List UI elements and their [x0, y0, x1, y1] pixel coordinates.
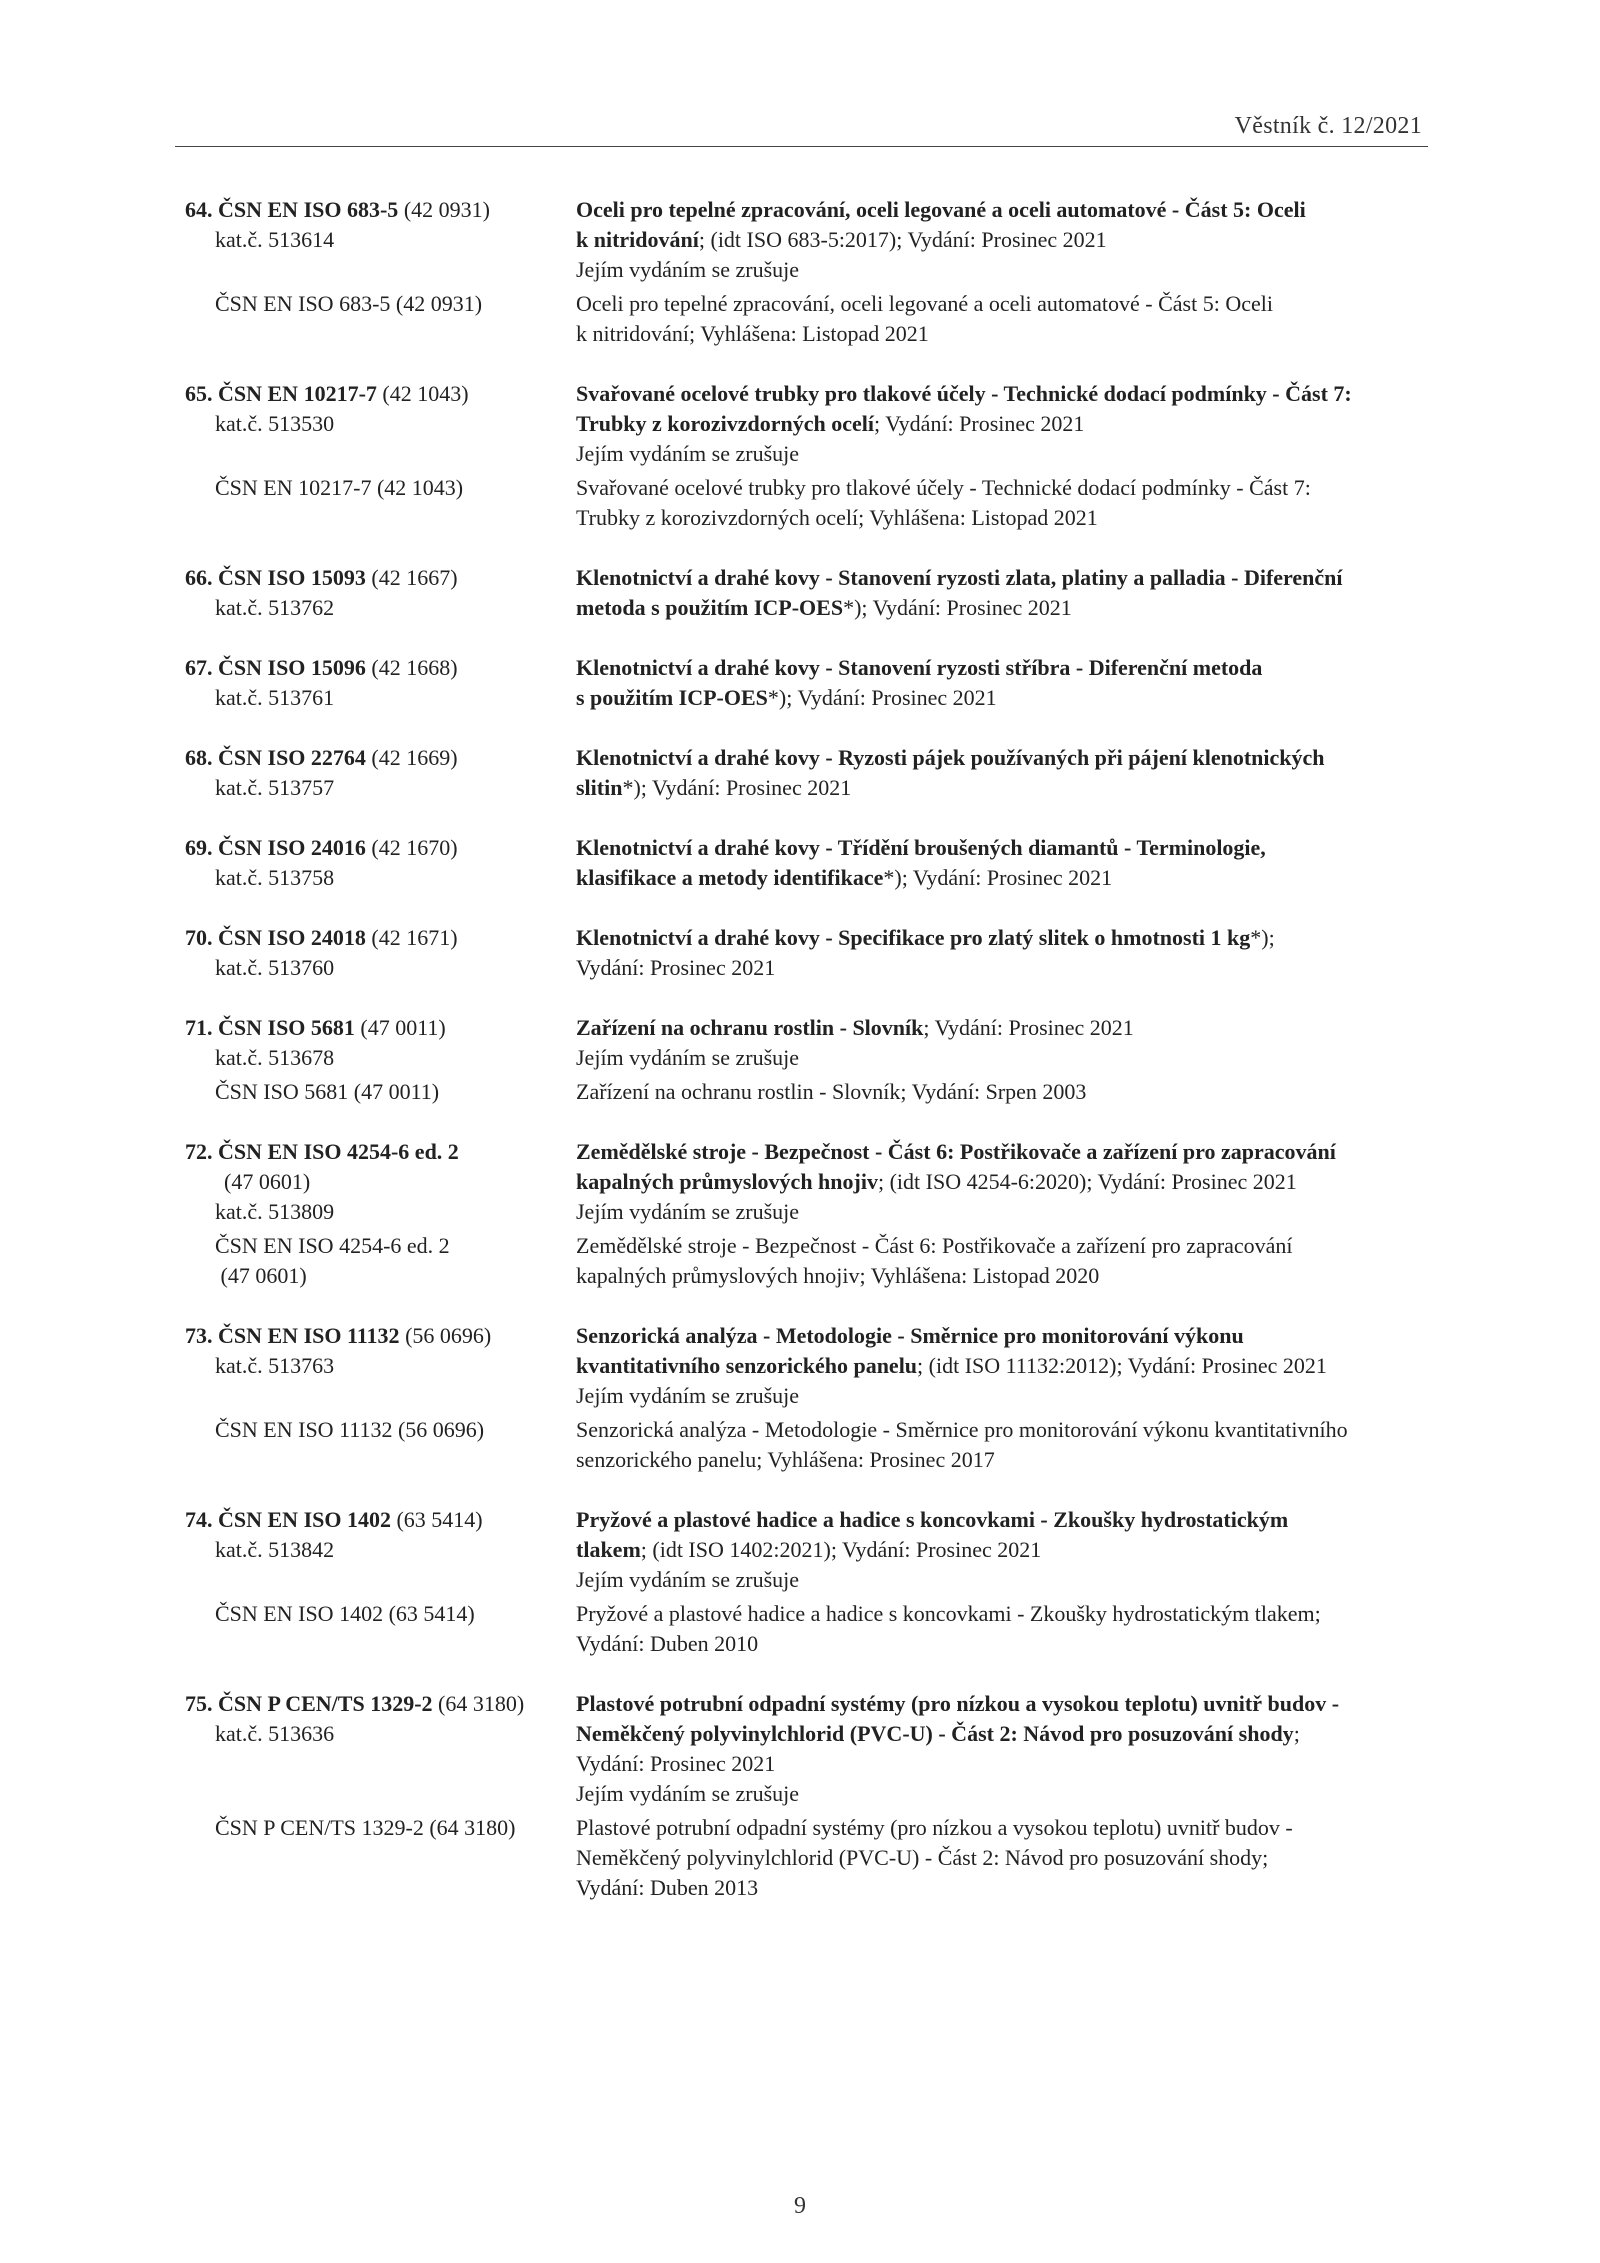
replaced-title: Senzorická analýza - Metodologie - Směrnice pro monitorování výkonu kvantitativního	[576, 1417, 1348, 1442]
replaced-identifier	[185, 1231, 576, 1291]
standard-entry	[185, 1137, 1430, 1291]
title-line	[576, 743, 1430, 773]
entry-main-row	[185, 1013, 1430, 1073]
standard-entry	[185, 1505, 1430, 1659]
entry-description	[576, 195, 1430, 285]
standard-title: Zařízení na ochranu rostlin - Slovník	[576, 1015, 924, 1040]
title-line	[576, 1719, 1430, 1749]
replaced-description	[576, 289, 1430, 349]
standard-code: ČSN ISO 22764	[218, 745, 366, 770]
title-line	[576, 593, 1430, 623]
replaced-identifier	[185, 1077, 576, 1107]
entry-identifier	[185, 1137, 576, 1227]
classification-code: (42 0931)	[403, 197, 490, 222]
entry-number: 72.	[185, 1139, 213, 1164]
replaced-title: kapalných průmyslových hnojiv; Vyhlášena: Listopad 2020	[576, 1263, 1100, 1288]
replaced-standard-row	[185, 1231, 1430, 1291]
standard-entry	[185, 1321, 1430, 1475]
title-line	[576, 1535, 1430, 1565]
title-line	[576, 409, 1430, 439]
title-suffix: *);	[1250, 925, 1275, 950]
title-line	[576, 195, 1430, 225]
title-line	[576, 379, 1430, 409]
entry-main-row	[185, 653, 1430, 713]
replaced-code: ČSN EN ISO 1402 (63 5414)	[215, 1601, 475, 1626]
standard-title: Trubky z korozivzdorných ocelí	[576, 411, 875, 436]
standard-code: ČSN EN ISO 683-5	[218, 197, 399, 222]
standard-entry	[185, 653, 1430, 713]
standard-entry	[185, 833, 1430, 893]
entry-note: Jejím vydáním se zrušuje	[576, 1567, 800, 1592]
title-suffix: *); Vydání: Prosinec 2021	[622, 775, 852, 800]
entry-number: 71.	[185, 1015, 213, 1040]
entry-main-row	[185, 195, 1430, 285]
entry-description	[576, 1321, 1430, 1411]
standard-entry	[185, 379, 1430, 533]
page-number: 9	[794, 2193, 806, 2219]
standard-entry	[185, 923, 1430, 983]
title-line	[576, 1689, 1430, 1719]
entry-identifier	[185, 379, 576, 439]
title-suffix: ; Vydání: Prosinec 2021	[923, 1015, 1134, 1040]
classification-code: (42 1669)	[371, 745, 458, 770]
title-line	[576, 923, 1430, 953]
replaced-code: (47 0601)	[215, 1263, 307, 1288]
entry-identifier	[185, 1689, 576, 1749]
title-suffix: ; (idt ISO 11132:2012); Vydání: Prosinec 2021	[917, 1353, 1327, 1378]
replaced-description	[576, 1415, 1430, 1475]
title-line	[576, 863, 1430, 893]
standard-code: ČSN ISO 24016	[218, 835, 366, 860]
standard-entry	[185, 563, 1430, 623]
entry-identifier	[185, 1321, 576, 1381]
entry-description	[576, 379, 1430, 469]
entry-code-line	[185, 653, 576, 683]
title-line	[576, 1013, 1430, 1043]
replaced-description	[576, 473, 1430, 533]
entry-description	[576, 1137, 1430, 1227]
standard-title: s použitím ICP-OES	[576, 685, 768, 710]
replaced-title: Oceli pro tepelné zpracování, oceli legované a oceli automatové - Část 5: Oceli	[576, 291, 1273, 316]
replaced-code: ČSN P CEN/TS 1329-2 (64 3180)	[215, 1815, 516, 1840]
entry-description	[576, 1013, 1430, 1073]
title-line	[576, 1351, 1430, 1381]
standard-title: Klenotnictví a drahé kovy - Stanovení ryzosti zlata, platiny a palladia - Diferenční	[576, 565, 1343, 590]
catalog-number: kat.č. 513763	[215, 1353, 335, 1378]
entry-code-line	[185, 195, 576, 225]
standard-code: ČSN EN ISO 4254-6 ed. 2	[218, 1139, 459, 1164]
entry-identifier	[185, 923, 576, 983]
standard-entry	[185, 1689, 1430, 1903]
standard-title: Svařované ocelové trubky pro tlakové účely - Technické dodací podmínky - Část 7:	[576, 381, 1352, 406]
standard-title: Senzorická analýza - Metodologie - Směrnice pro monitorování výkonu	[576, 1323, 1244, 1348]
standard-title: Klenotnictví a drahé kovy - Specifikace pro zlatý slitek o hmotnosti 1 kg	[576, 925, 1251, 950]
entry-description	[576, 743, 1430, 803]
catalog-number: kat.č. 513760	[215, 955, 335, 980]
standard-title: tlakem	[576, 1537, 641, 1562]
title-line	[576, 1505, 1430, 1535]
entry-number: 67.	[185, 655, 213, 680]
replaced-identifier	[185, 1415, 576, 1445]
replaced-description	[576, 1077, 1430, 1107]
classification-code: (42 1043)	[382, 381, 469, 406]
classification-code: (42 1671)	[371, 925, 458, 950]
standard-code: ČSN EN 10217-7	[218, 381, 377, 406]
title-line	[576, 563, 1430, 593]
title-line	[576, 653, 1430, 683]
standard-code: ČSN ISO 5681	[218, 1015, 355, 1040]
title-suffix: ; (idt ISO 1402:2021); Vydání: Prosinec 2021	[640, 1537, 1042, 1562]
entry-main-row	[185, 563, 1430, 623]
standard-entry	[185, 743, 1430, 803]
title-suffix: *); Vydání: Prosinec 2021	[883, 865, 1113, 890]
standard-code: ČSN P CEN/TS 1329-2	[218, 1691, 433, 1716]
catalog-number: kat.č. 513761	[215, 685, 335, 710]
standard-entry	[185, 195, 1430, 349]
entry-note: Jejím vydáním se zrušuje	[576, 1045, 800, 1070]
replaced-identifier	[185, 1813, 576, 1843]
title-line	[576, 773, 1430, 803]
title-line	[576, 1137, 1430, 1167]
replaced-identifier	[185, 289, 576, 319]
replaced-description	[576, 1813, 1430, 1903]
standard-title: kapalných průmyslových hnojiv	[576, 1169, 878, 1194]
entry-number: 64.	[185, 197, 213, 222]
entry-identifier	[185, 1505, 576, 1565]
catalog-number: kat.č. 513842	[215, 1537, 335, 1562]
entry-number: 69.	[185, 835, 213, 860]
entry-code-line	[185, 379, 576, 409]
entry-number: 68.	[185, 745, 213, 770]
classification-code: (42 1670)	[371, 835, 458, 860]
replaced-title: Plastové potrubní odpadní systémy (pro nízkou a vysokou teplotu) uvnitř budov -	[576, 1815, 1293, 1840]
entry-main-row	[185, 1137, 1430, 1227]
replaced-title: k nitridování; Vyhlášena: Listopad 2021	[576, 321, 929, 346]
entry-note: Jejím vydáním se zrušuje	[576, 1199, 800, 1224]
title-line	[576, 1321, 1430, 1351]
replaced-code: ČSN EN ISO 683-5 (42 0931)	[215, 291, 483, 316]
entry-note: Jejím vydáním se zrušuje	[576, 1781, 800, 1806]
title-suffix: ;	[1293, 1721, 1300, 1746]
classification-code: (47 0011)	[360, 1015, 446, 1040]
entry-note: Jejím vydáním se zrušuje	[576, 441, 800, 466]
standard-code: ČSN EN ISO 11132	[218, 1323, 400, 1348]
entry-identifier	[185, 1013, 576, 1073]
classification-code: (42 1667)	[371, 565, 458, 590]
entry-code-line	[185, 1321, 576, 1351]
entry-number: 75.	[185, 1691, 213, 1716]
entry-description	[576, 563, 1430, 623]
standard-title: klasifikace a metody identifikace	[576, 865, 884, 890]
classification-code: (64 3180)	[438, 1691, 525, 1716]
page-header	[175, 110, 1428, 147]
standard-entry	[185, 1013, 1430, 1107]
standard-title: Oceli pro tepelné zpracování, oceli legované a oceli automatové - Část 5: Oceli	[576, 197, 1306, 222]
entry-code-line	[185, 563, 576, 593]
replaced-title: Zařízení na ochranu rostlin - Slovník; Vydání: Srpen 2003	[576, 1079, 1087, 1104]
catalog-number: kat.č. 513636	[215, 1721, 335, 1746]
replaced-standard-row	[185, 1415, 1430, 1475]
replaced-standard-row	[185, 1599, 1430, 1659]
entry-main-row	[185, 379, 1430, 469]
title-suffix: ; Vydání: Prosinec 2021	[874, 411, 1085, 436]
catalog-number: kat.č. 513757	[215, 775, 335, 800]
entry-identifier	[185, 563, 576, 623]
title-line	[576, 683, 1430, 713]
replaced-title: Svařované ocelové trubky pro tlakové účely - Technické dodací podmínky - Část 7:	[576, 475, 1311, 500]
title-line	[576, 1167, 1430, 1197]
catalog-number: kat.č. 513530	[215, 411, 335, 436]
standard-code: ČSN ISO 15093	[218, 565, 366, 590]
replaced-title: Trubky z korozivzdorných ocelí; Vyhlášena: Listopad 2021	[576, 505, 1098, 530]
entry-code-line	[185, 1689, 576, 1719]
standard-title: Klenotnictví a drahé kovy - Stanovení ryzosti stříbra - Diferenční metoda	[576, 655, 1263, 680]
standards-list	[185, 195, 1430, 1933]
title-suffix: *); Vydání: Prosinec 2021	[767, 685, 997, 710]
standard-code: ČSN ISO 24018	[218, 925, 366, 950]
title-suffix: ; (idt ISO 683-5:2017); Vydání: Prosinec 2021	[698, 227, 1107, 252]
entry-main-row	[185, 923, 1430, 983]
replaced-title: Zemědělské stroje - Bezpečnost - Část 6: Postřikovače a zařízení pro zapracování	[576, 1233, 1293, 1258]
entry-code-line	[185, 833, 576, 863]
classification-code: (47 0601)	[224, 1169, 311, 1194]
entry-code-line	[185, 1505, 576, 1535]
replaced-identifier	[185, 1599, 576, 1629]
replaced-standard-row	[185, 289, 1430, 349]
catalog-number: kat.č. 513614	[215, 227, 335, 252]
entry-note: Vydání: Prosinec 2021	[576, 955, 776, 980]
replaced-standard-row	[185, 1077, 1430, 1107]
entry-code-line	[185, 1137, 576, 1167]
entry-note: Vydání: Prosinec 2021	[576, 1751, 776, 1776]
entry-code-line	[185, 743, 576, 773]
catalog-number: kat.č. 513678	[215, 1045, 335, 1070]
entry-main-row	[185, 1505, 1430, 1595]
classification-code: (42 1668)	[371, 655, 458, 680]
catalog-number: kat.č. 513809	[215, 1199, 335, 1224]
replaced-title: Pryžové a plastové hadice a hadice s koncovkami - Zkoušky hydrostatickým tlakem;	[576, 1601, 1321, 1626]
classification-code: (56 0696)	[405, 1323, 492, 1348]
entry-description	[576, 923, 1430, 983]
entry-main-row	[185, 743, 1430, 803]
replaced-identifier	[185, 473, 576, 503]
classification-code: (63 5414)	[396, 1507, 483, 1532]
standard-title: Neměkčený polyvinylchlorid (PVC-U) - Část 2: Návod pro posuzování shody	[576, 1721, 1294, 1746]
title-line	[576, 225, 1430, 255]
entry-description	[576, 833, 1430, 893]
entry-identifier	[185, 653, 576, 713]
journal-title: Věstník č. 12/2021	[1234, 113, 1422, 139]
title-suffix: ; (idt ISO 4254-6:2020); Vydání: Prosinec 2021	[877, 1169, 1297, 1194]
replaced-standard-row	[185, 473, 1430, 533]
title-suffix: *); Vydání: Prosinec 2021	[843, 595, 1072, 620]
standard-title: kvantitativního senzorického panelu	[576, 1353, 918, 1378]
replaced-standard-row	[185, 1813, 1430, 1903]
entry-number: 65.	[185, 381, 213, 406]
entry-description	[576, 653, 1430, 713]
catalog-number: kat.č. 513762	[215, 595, 335, 620]
entry-number: 73.	[185, 1323, 213, 1348]
entry-code-line	[185, 1013, 576, 1043]
catalog-number: kat.č. 513758	[215, 865, 335, 890]
entry-number: 66.	[185, 565, 213, 590]
replaced-title: Vydání: Duben 2010	[576, 1631, 759, 1656]
replaced-code: ČSN EN 10217-7 (42 1043)	[215, 475, 464, 500]
replaced-code: ČSN EN ISO 11132 (56 0696)	[215, 1417, 485, 1442]
replaced-description	[576, 1599, 1430, 1659]
standard-title: metoda s použitím ICP-OES	[576, 595, 844, 620]
entry-identifier	[185, 743, 576, 803]
entry-main-row	[185, 833, 1430, 893]
standard-title: Plastové potrubní odpadní systémy (pro nízkou a vysokou teplotu) uvnitř budov -	[576, 1691, 1340, 1716]
entry-number: 70.	[185, 925, 213, 950]
title-line	[576, 833, 1430, 863]
standard-title: Klenotnictví a drahé kovy - Ryzosti pájek používaných při pájení klenotnických	[576, 745, 1325, 770]
replaced-title: Vydání: Duben 2013	[576, 1875, 759, 1900]
entry-note: Jejím vydáním se zrušuje	[576, 257, 800, 282]
entry-identifier	[185, 833, 576, 893]
entry-identifier	[185, 195, 576, 255]
standard-title: k nitridování	[576, 227, 699, 252]
entry-note: Jejím vydáním se zrušuje	[576, 1383, 800, 1408]
standard-code: ČSN EN ISO 1402	[218, 1507, 391, 1532]
standard-code: ČSN ISO 15096	[218, 655, 366, 680]
replaced-title: senzorického panelu; Vyhlášena: Prosinec 2017	[576, 1447, 995, 1472]
replaced-code: ČSN EN ISO 4254-6 ed. 2	[215, 1233, 450, 1258]
entry-main-row	[185, 1321, 1430, 1411]
replaced-code: ČSN ISO 5681 (47 0011)	[215, 1079, 440, 1104]
standard-title: slitin	[576, 775, 623, 800]
entry-main-row	[185, 1689, 1430, 1809]
standard-title: Klenotnictví a drahé kovy - Třídění broušených diamantů - Terminologie,	[576, 835, 1266, 860]
entry-description	[576, 1689, 1430, 1809]
entry-description	[576, 1505, 1430, 1595]
standard-title: Pryžové a plastové hadice a hadice s koncovkami - Zkoušky hydrostatickým	[576, 1507, 1289, 1532]
entry-code-line	[185, 923, 576, 953]
entry-number: 74.	[185, 1507, 213, 1532]
standard-title: Zemědělské stroje - Bezpečnost - Část 6: Postřikovače a zařízení pro zapracování	[576, 1139, 1336, 1164]
replaced-title: Neměkčený polyvinylchlorid (PVC-U) - Část 2: Návod pro posuzování shody;	[576, 1845, 1269, 1870]
replaced-description	[576, 1231, 1430, 1291]
